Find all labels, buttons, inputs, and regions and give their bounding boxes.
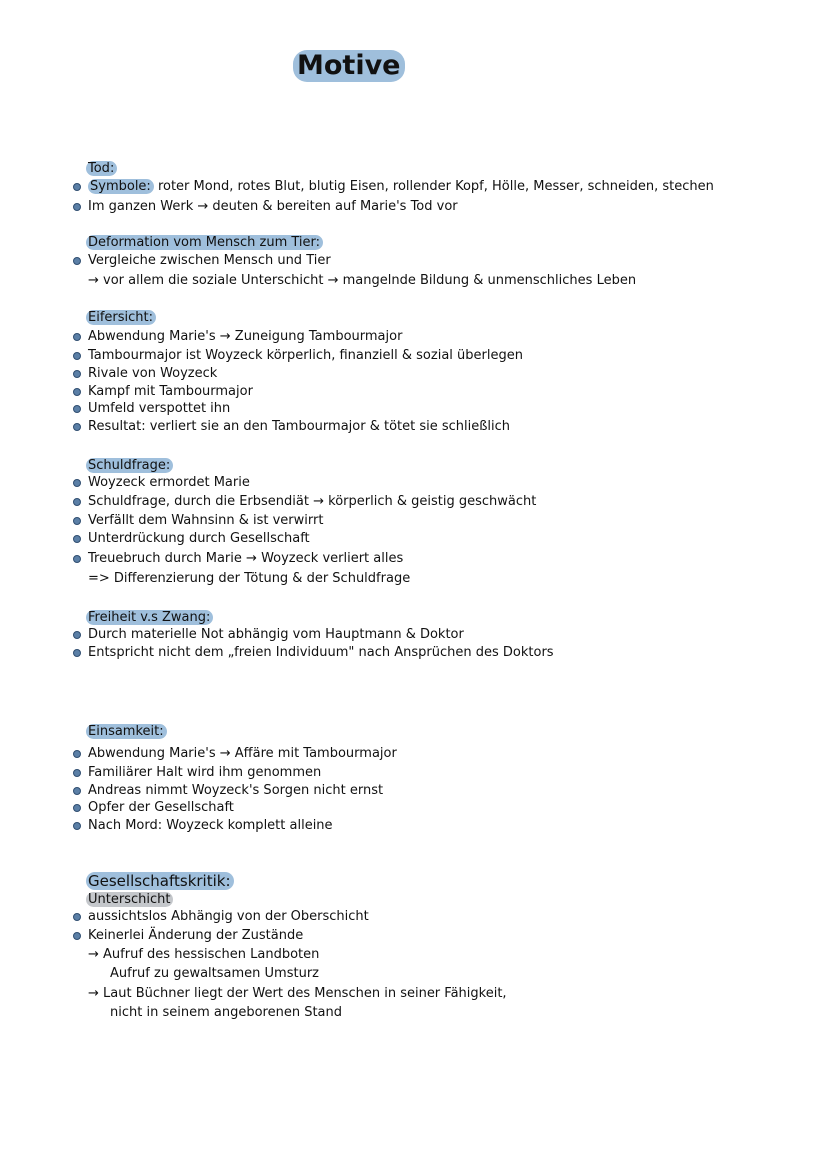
list-continuation: → Aufruf des hessischen Landboten — [88, 947, 320, 962]
list-conclusion: => Differenzierung der Tötung & der Schuldfrage — [88, 571, 411, 586]
bullet-icon — [73, 479, 81, 487]
list-item: Tambourmajor ist Woyzeck körperlich, finanziell & sozial überlegen — [88, 348, 523, 363]
list-item: Familiärer Halt wird ihm genommen — [88, 765, 322, 780]
list-continuation: nicht in seinem angeborenen Stand — [110, 1005, 343, 1020]
bullet-icon — [73, 932, 81, 940]
list-continuation: → vor allem die soziale Unterschicht → mangelnde Bildung & unmenschliches Leben — [88, 273, 637, 288]
bullet-icon — [73, 498, 81, 506]
list-item: Keinerlei Änderung der Zustände — [88, 928, 304, 943]
section-heading-gesellschaftskritik: Gesellschaftskritik: — [86, 872, 234, 890]
bullet-icon — [73, 822, 81, 830]
bullet-icon — [73, 555, 81, 563]
bullet-icon — [73, 183, 81, 191]
arrow-icon: → — [327, 273, 339, 288]
bullet-icon — [73, 257, 81, 265]
section-heading-deformation: Deformation vom Mensch zum Tier: — [86, 235, 323, 251]
list-item: Symbole: roter Mond, rotes Blut, blutig Eisen, rollender Kopf, Hölle, Messer, schneiden, stechen — [90, 179, 714, 194]
bullet-icon — [73, 333, 81, 341]
bullet-icon — [73, 631, 81, 639]
list-item: Kampf mit Tambourmajor — [88, 384, 253, 399]
arrow-icon: → — [219, 329, 231, 344]
arrow-icon: → — [88, 947, 99, 962]
bullet-icon — [73, 649, 81, 657]
section-heading-eifersucht: Eifersicht: — [86, 310, 156, 326]
bullet-icon — [73, 517, 81, 525]
list-item: Abwendung Marie's → Affäre mit Tambourmajor — [88, 746, 397, 761]
bullet-icon — [73, 203, 81, 211]
section-heading-schuldfrage: Schuldfrage: — [86, 458, 173, 474]
page-title: Motive — [293, 50, 405, 82]
bullet-icon — [73, 750, 81, 758]
list-item: Vergleiche zwischen Mensch und Tier — [88, 253, 331, 268]
list-item: Schuldfrage, durch die Erbsendiät → körperlich & geistig geschwächt — [88, 494, 537, 509]
bullet-icon — [73, 769, 81, 777]
bullet-icon — [73, 388, 81, 396]
list-item: Rivale von Woyzeck — [88, 366, 218, 381]
list-continuation: → Laut Büchner liegt der Wert des Menschen in seiner Fähigkeit, — [88, 986, 507, 1001]
bullet-icon — [73, 423, 81, 431]
arrow-icon: → — [219, 746, 231, 761]
list-item: Im ganzen Werk → deuten & bereiten auf Marie's Tod vor — [88, 199, 458, 214]
list-item: Unterdrückung durch Gesellschaft — [88, 531, 310, 546]
bullet-icon — [73, 913, 81, 921]
list-continuation: Aufruf zu gewaltsamen Umsturz — [110, 966, 319, 981]
list-item: Umfeld verspottet ihn — [88, 401, 231, 416]
section-heading-freiheit: Freiheit v.s Zwang: — [86, 610, 213, 626]
arrow-icon: → — [88, 986, 99, 1001]
arrow-icon: → — [246, 551, 257, 566]
list-item: Durch materielle Not abhängig vom Hauptmann & Doktor — [88, 627, 464, 642]
bullet-icon — [73, 405, 81, 413]
bullet-icon — [73, 352, 81, 360]
bullet-icon — [73, 535, 81, 543]
list-item: Treuebruch durch Marie → Woyzeck verliert alles — [88, 551, 404, 566]
list-item: Andreas nimmt Woyzeck's Sorgen nicht ernst — [88, 783, 384, 798]
bullet-icon — [73, 370, 81, 378]
arrow-icon: → — [88, 273, 99, 288]
bullet-icon — [73, 804, 81, 812]
list-item: Verfällt dem Wahnsinn & ist verwirrt — [88, 513, 324, 528]
list-item: Abwendung Marie's → Zuneigung Tambourmajor — [88, 329, 403, 344]
list-item: Resultat: verliert sie an den Tambourmajor & tötet sie schließlich — [88, 419, 511, 434]
arrow-icon: → — [197, 199, 209, 214]
list-item: Entspricht nicht dem „freien Individuum" nach Ansprüchen des Doktors — [88, 645, 554, 660]
list-item: Woyzeck ermordet Marie — [88, 475, 250, 490]
section-heading-tod: Tod: — [86, 161, 117, 177]
list-item: Nach Mord: Woyzeck komplett alleine — [88, 818, 333, 833]
section-heading-einsamkeit: Einsamkeit: — [86, 724, 167, 740]
bullet-icon — [73, 787, 81, 795]
subheading-unterschicht: Unterschicht — [86, 892, 173, 908]
list-item: aussichtslos Abhängig von der Oberschicht — [88, 909, 369, 924]
list-item: Opfer der Gesellschaft — [88, 800, 234, 815]
arrow-icon: → — [313, 494, 324, 509]
